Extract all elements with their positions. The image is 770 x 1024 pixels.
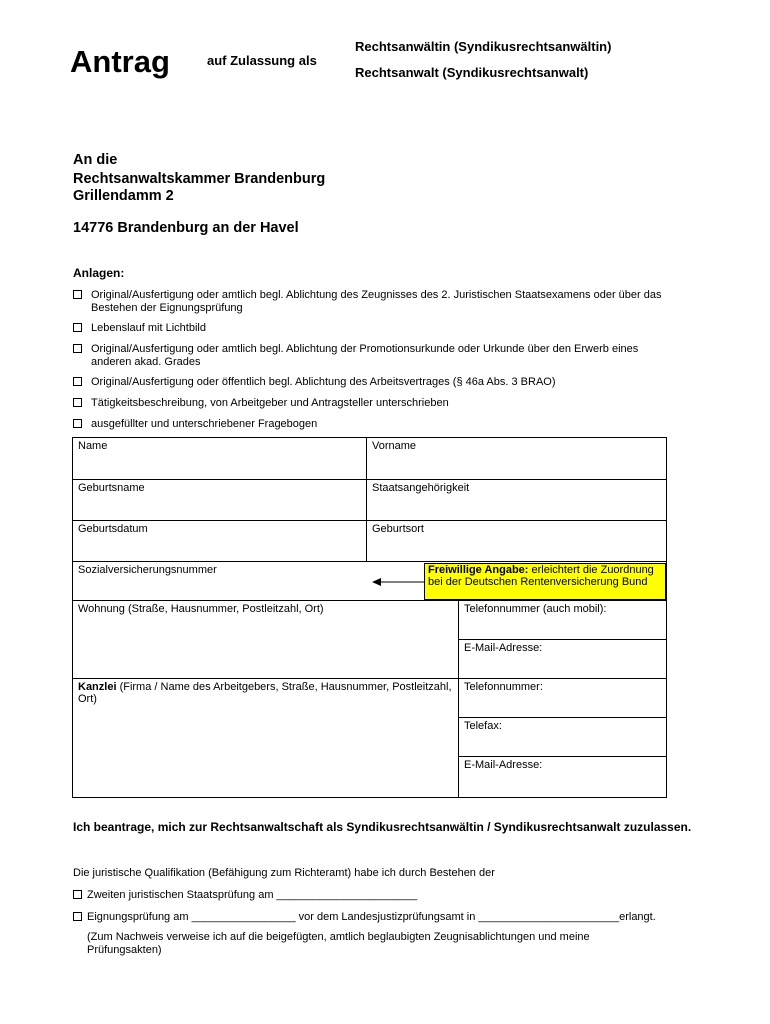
- note-bold-label: Freiwillige Angabe:: [428, 564, 529, 576]
- attachment-label: ausgefüllter und unterschriebener Fragebogen: [91, 418, 318, 430]
- name-field[interactable]: [73, 438, 367, 480]
- option-staatspruefung: [73, 889, 417, 901]
- option-rechtsanwaeltin: Rechtsanwältin (Syndikusrechtsanwältin): [355, 39, 612, 54]
- email-private-label: E-Mail-Adresse:: [464, 642, 543, 654]
- arrow-left-icon: [372, 577, 424, 587]
- attachment-label: Tätigkeitsbeschreibung, von Arbeitgeber und Antragsteller unterschrieben: [91, 397, 449, 409]
- staatspruefung-checkbox[interactable]: [73, 890, 82, 899]
- telefon-mobil-field[interactable]: [459, 601, 667, 640]
- address-line1: An die: [73, 152, 118, 168]
- eignungspruefung-checkbox[interactable]: [73, 912, 82, 921]
- wohnung-field[interactable]: [73, 601, 459, 679]
- attachment-checkbox[interactable]: [73, 344, 82, 353]
- geburtsort-field[interactable]: [367, 521, 667, 562]
- email-kanzlei-field[interactable]: [459, 757, 667, 798]
- address-line2: Rechtsanwaltskammer Brandenburg: [73, 171, 326, 187]
- note-text: erleichtert die Zuordnung bei der Deutschen Rentenversicherung Bund: [428, 564, 654, 588]
- geburtsname-label: Geburtsname: [78, 482, 145, 494]
- vorname-label: Vorname: [372, 440, 417, 452]
- telefon-field[interactable]: [459, 679, 667, 718]
- kanzlei-label: (Firma / Name des Arbeitgebers, Straße, Hausnummer, Postleitzahl, Ort): [78, 681, 452, 705]
- staatsangehoerigkeit-field[interactable]: [367, 480, 667, 521]
- application-statement: Ich beantrage, mich zur Rechtsanwaltschaft als Syndikusrechtsanwältin / Syndikusrechtsanwalt zuzulassen.: [73, 820, 692, 834]
- geburtsort-label: Geburtsort: [372, 523, 424, 535]
- form-title: Antrag: [70, 44, 170, 79]
- attachment-checkbox[interactable]: [73, 290, 82, 299]
- attachment-checkbox[interactable]: [73, 377, 82, 386]
- telefax-label: Telefax:: [464, 720, 502, 732]
- attachment-checkbox[interactable]: [73, 398, 82, 407]
- email-private-field[interactable]: [459, 640, 667, 679]
- attachment-label: Original/Ausfertigung oder amtlich begl. Ablichtung des Zeugnisses des 2. Juristischen Staatsexamens oder über das Bestehen der Eignungsprüfung: [91, 289, 662, 314]
- wohnung-label: Wohnung (Straße, Hausnummer, Postleitzahl, Ort): [78, 603, 324, 615]
- form-subtitle: auf Zulassung als: [207, 53, 317, 68]
- option-rechtsanwalt: Rechtsanwalt (Syndikusrechtsanwalt): [355, 65, 589, 80]
- attachment-label: Lebenslauf mit Lichtbild: [91, 322, 206, 334]
- kanzlei-label-bold: Kanzlei: [78, 681, 117, 693]
- voluntary-info-note: [424, 563, 666, 600]
- eignungspruefung-label: Eignungsprüfung am _________________ vor dem Landesjustizprüfungsamt in _______________________erlangt.: [87, 911, 656, 923]
- telefon-mobil-label: Telefonnummer (auch mobil):: [464, 603, 607, 615]
- staatspruefung-label: Zweiten juristischen Staatsprüfung am _______________________: [87, 889, 418, 901]
- sozialversicherungsnummer-label: Sozialversicherungsnummer: [78, 564, 217, 576]
- telefax-field[interactable]: [459, 718, 667, 757]
- attachment-checkbox[interactable]: [73, 323, 82, 332]
- attachments-heading: Anlagen:: [73, 266, 125, 280]
- kanzlei-field[interactable]: [73, 679, 459, 798]
- personal-data-table: [72, 437, 667, 798]
- staatsangehoerigkeit-label: Staatsangehörigkeit: [372, 482, 470, 494]
- geburtsdatum-field[interactable]: [73, 521, 367, 562]
- option-eignungspruefung: [73, 911, 656, 923]
- qualification-intro: Die juristische Qualifikation (Befähigung zum Richteramt) habe ich durch Bestehen der: [73, 867, 495, 879]
- attachment-checkbox[interactable]: [73, 419, 82, 428]
- attachment-label: Original/Ausfertigung oder amtlich begl. Ablichtung der Promotionsurkunde oder Urkunde über den Erwerb eines anderen akad. Grades: [91, 343, 639, 368]
- proof-note: (Zum Nachweis verweise ich auf die beigefügten, amtlich beglaubigten Zeugnisablichtungen und meine Prüfungsakten): [87, 931, 590, 956]
- attachment-label: Original/Ausfertigung oder öffentlich begl. Ablichtung des Arbeitsvertrages (§ 46a Abs. 3 BRAO): [91, 376, 556, 388]
- email-kanzlei-label: E-Mail-Adresse:: [464, 759, 543, 771]
- name-label: Name: [78, 440, 108, 452]
- vorname-field[interactable]: [367, 438, 667, 480]
- address-city: 14776 Brandenburg an der Havel: [73, 220, 299, 236]
- telefon-label: Telefonnummer:: [464, 681, 543, 693]
- geburtsname-field[interactable]: [73, 480, 367, 521]
- geburtsdatum-label: Geburtsdatum: [78, 523, 148, 535]
- address-line3: Grillendamm 2: [73, 188, 174, 204]
